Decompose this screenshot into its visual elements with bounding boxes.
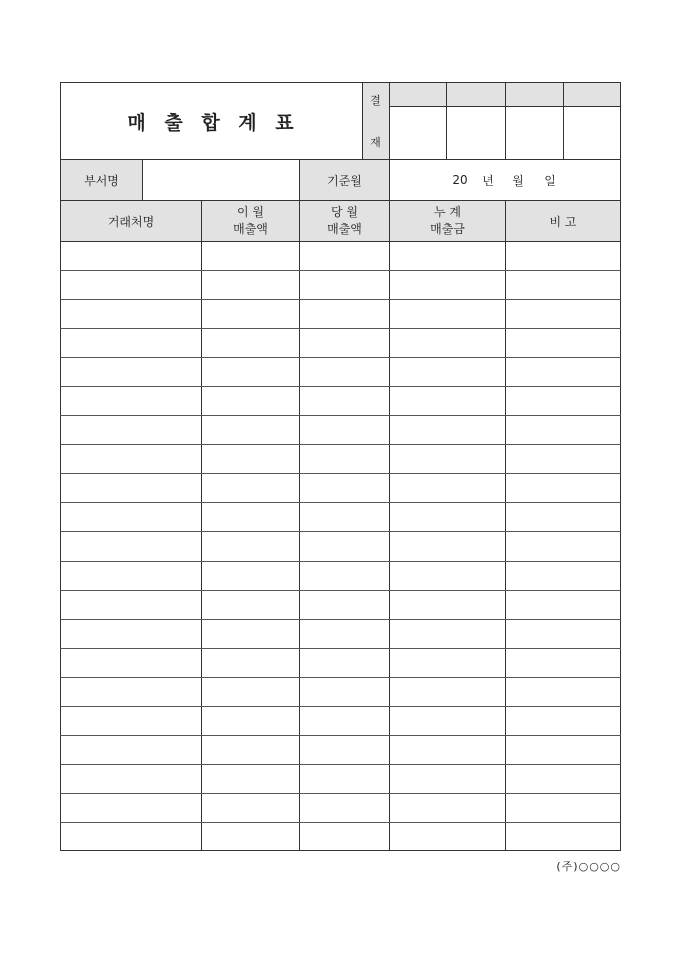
table-cell[interactable] bbox=[506, 707, 620, 735]
table-cell[interactable] bbox=[202, 765, 299, 793]
month-unit: 월 bbox=[512, 173, 524, 188]
table-cell[interactable] bbox=[300, 242, 389, 270]
table-cell[interactable] bbox=[61, 474, 201, 502]
table-cell[interactable] bbox=[61, 823, 201, 851]
table-cell[interactable] bbox=[506, 300, 620, 328]
table-cell[interactable] bbox=[202, 620, 299, 648]
table-cell[interactable] bbox=[390, 823, 505, 851]
table-cell[interactable] bbox=[300, 707, 389, 735]
day-unit: 일 bbox=[544, 173, 556, 188]
table-cell[interactable] bbox=[506, 445, 620, 473]
table-cell[interactable] bbox=[61, 649, 201, 677]
table-cell[interactable] bbox=[202, 358, 299, 386]
table-cell[interactable] bbox=[506, 474, 620, 502]
table-cell[interactable] bbox=[390, 242, 505, 270]
table-cell[interactable] bbox=[390, 416, 505, 444]
table-cell[interactable] bbox=[202, 736, 299, 764]
table-cell[interactable] bbox=[390, 649, 505, 677]
table-cell[interactable] bbox=[300, 503, 389, 531]
column-this-month-top: 당 월 bbox=[331, 205, 358, 219]
table-cell[interactable] bbox=[506, 591, 620, 619]
table-cell[interactable] bbox=[300, 271, 389, 299]
column-prev-month bbox=[202, 201, 299, 241]
table-cell[interactable] bbox=[390, 271, 505, 299]
table-cell[interactable] bbox=[61, 445, 201, 473]
table-cell[interactable] bbox=[390, 794, 505, 822]
approval-label-bottom: 재 bbox=[370, 136, 381, 149]
approval-box-3[interactable] bbox=[506, 107, 563, 159]
table-cell[interactable] bbox=[61, 503, 201, 531]
table-cell[interactable] bbox=[300, 474, 389, 502]
table-cell[interactable] bbox=[202, 416, 299, 444]
year-prefix: 20 bbox=[452, 173, 468, 187]
approval-box-1[interactable] bbox=[390, 107, 446, 159]
table-cell[interactable] bbox=[61, 591, 201, 619]
table-cell[interactable] bbox=[300, 649, 389, 677]
table-cell[interactable] bbox=[61, 794, 201, 822]
table-cell[interactable] bbox=[506, 620, 620, 648]
year-unit: 년 bbox=[482, 173, 494, 188]
table-cell[interactable] bbox=[390, 503, 505, 531]
table-cell[interactable] bbox=[506, 358, 620, 386]
table-cell[interactable] bbox=[202, 823, 299, 851]
column-cumulative-top: 누 계 bbox=[434, 205, 461, 219]
approval-box-4[interactable] bbox=[564, 107, 620, 159]
column-prev-month-bottom: 매출액 bbox=[233, 222, 268, 236]
table-cell[interactable] bbox=[300, 387, 389, 415]
column-cumulative bbox=[390, 201, 505, 241]
table-cell[interactable] bbox=[300, 445, 389, 473]
table-cell[interactable] bbox=[506, 678, 620, 706]
table-cell[interactable] bbox=[300, 532, 389, 560]
table-cell[interactable] bbox=[300, 329, 389, 357]
table-cell[interactable] bbox=[390, 620, 505, 648]
table-cell[interactable] bbox=[506, 387, 620, 415]
table-cell[interactable] bbox=[506, 649, 620, 677]
table-cell[interactable] bbox=[202, 591, 299, 619]
table-cell[interactable] bbox=[506, 736, 620, 764]
table-cell[interactable] bbox=[390, 532, 505, 560]
table-cell[interactable] bbox=[61, 620, 201, 648]
table-cell[interactable] bbox=[202, 707, 299, 735]
table-cell[interactable] bbox=[61, 329, 201, 357]
table-cell[interactable] bbox=[300, 678, 389, 706]
table-cell[interactable] bbox=[390, 387, 505, 415]
column-this-month bbox=[300, 201, 389, 241]
dept-field[interactable] bbox=[143, 160, 299, 200]
table-cell[interactable] bbox=[506, 562, 620, 590]
table-cell[interactable] bbox=[506, 532, 620, 560]
table-cell[interactable] bbox=[506, 765, 620, 793]
table-cell[interactable] bbox=[390, 445, 505, 473]
table-cell[interactable] bbox=[506, 823, 620, 851]
table-cell[interactable] bbox=[61, 532, 201, 560]
column-this-month-bottom: 매출액 bbox=[327, 222, 362, 236]
table-cell[interactable] bbox=[202, 649, 299, 677]
table-cell[interactable] bbox=[390, 736, 505, 764]
table-cell[interactable] bbox=[61, 678, 201, 706]
table-cell[interactable] bbox=[390, 300, 505, 328]
table-cell[interactable] bbox=[202, 532, 299, 560]
table-cell[interactable] bbox=[506, 503, 620, 531]
table-cell[interactable] bbox=[61, 387, 201, 415]
column-remarks: 비 고 bbox=[549, 214, 577, 229]
table-cell[interactable] bbox=[202, 678, 299, 706]
table-cell[interactable] bbox=[61, 300, 201, 328]
column-cumulative-bottom: 매출금 bbox=[430, 222, 465, 236]
table-cell[interactable] bbox=[300, 416, 389, 444]
table-cell[interactable] bbox=[61, 707, 201, 735]
table-cell[interactable] bbox=[506, 271, 620, 299]
approval-label-top: 결 bbox=[370, 94, 381, 107]
table-cell[interactable] bbox=[300, 620, 389, 648]
table-cell[interactable] bbox=[300, 300, 389, 328]
table-cell[interactable] bbox=[506, 329, 620, 357]
company-name: (주)○○○○ bbox=[556, 860, 621, 873]
table-cell[interactable] bbox=[202, 242, 299, 270]
table-cell[interactable] bbox=[390, 329, 505, 357]
table-cell[interactable] bbox=[390, 474, 505, 502]
table-cell[interactable] bbox=[506, 416, 620, 444]
table-cell[interactable] bbox=[300, 358, 389, 386]
approval-box-2[interactable] bbox=[447, 107, 505, 159]
table-cell[interactable] bbox=[300, 591, 389, 619]
table-cell[interactable] bbox=[390, 591, 505, 619]
table-cell[interactable] bbox=[202, 300, 299, 328]
table-cell[interactable] bbox=[506, 242, 620, 270]
table-cell[interactable] bbox=[61, 242, 201, 270]
table-cell[interactable] bbox=[202, 329, 299, 357]
table-cell[interactable] bbox=[202, 474, 299, 502]
dept-label: 부서명 bbox=[84, 173, 119, 188]
table-cell[interactable] bbox=[61, 765, 201, 793]
page-title: 매 출 합 계 표 bbox=[127, 111, 296, 134]
table-cell[interactable] bbox=[202, 387, 299, 415]
table-cell[interactable] bbox=[61, 416, 201, 444]
table-cell[interactable] bbox=[61, 271, 201, 299]
base-date-field[interactable] bbox=[390, 160, 620, 200]
table-cell[interactable] bbox=[202, 503, 299, 531]
table-cell[interactable] bbox=[61, 562, 201, 590]
table-cell[interactable] bbox=[300, 736, 389, 764]
column-client: 거래처명 bbox=[107, 214, 155, 229]
table-cell[interactable] bbox=[300, 823, 389, 851]
column-prev-month-top: 이 월 bbox=[237, 205, 264, 219]
table-cell[interactable] bbox=[202, 562, 299, 590]
table-cell[interactable] bbox=[300, 562, 389, 590]
table-cell[interactable] bbox=[390, 678, 505, 706]
table-cell[interactable] bbox=[390, 562, 505, 590]
table-cell[interactable] bbox=[506, 794, 620, 822]
table-cell[interactable] bbox=[300, 794, 389, 822]
table-cell[interactable] bbox=[390, 765, 505, 793]
table-cell[interactable] bbox=[390, 358, 505, 386]
table-cell[interactable] bbox=[202, 271, 299, 299]
table-cell[interactable] bbox=[202, 794, 299, 822]
table-cell[interactable] bbox=[390, 707, 505, 735]
table-cell[interactable] bbox=[61, 358, 201, 386]
table-cell[interactable] bbox=[61, 736, 201, 764]
table-cell[interactable] bbox=[300, 765, 389, 793]
base-month-label: 기준월 bbox=[327, 173, 362, 188]
table-cell[interactable] bbox=[202, 445, 299, 473]
